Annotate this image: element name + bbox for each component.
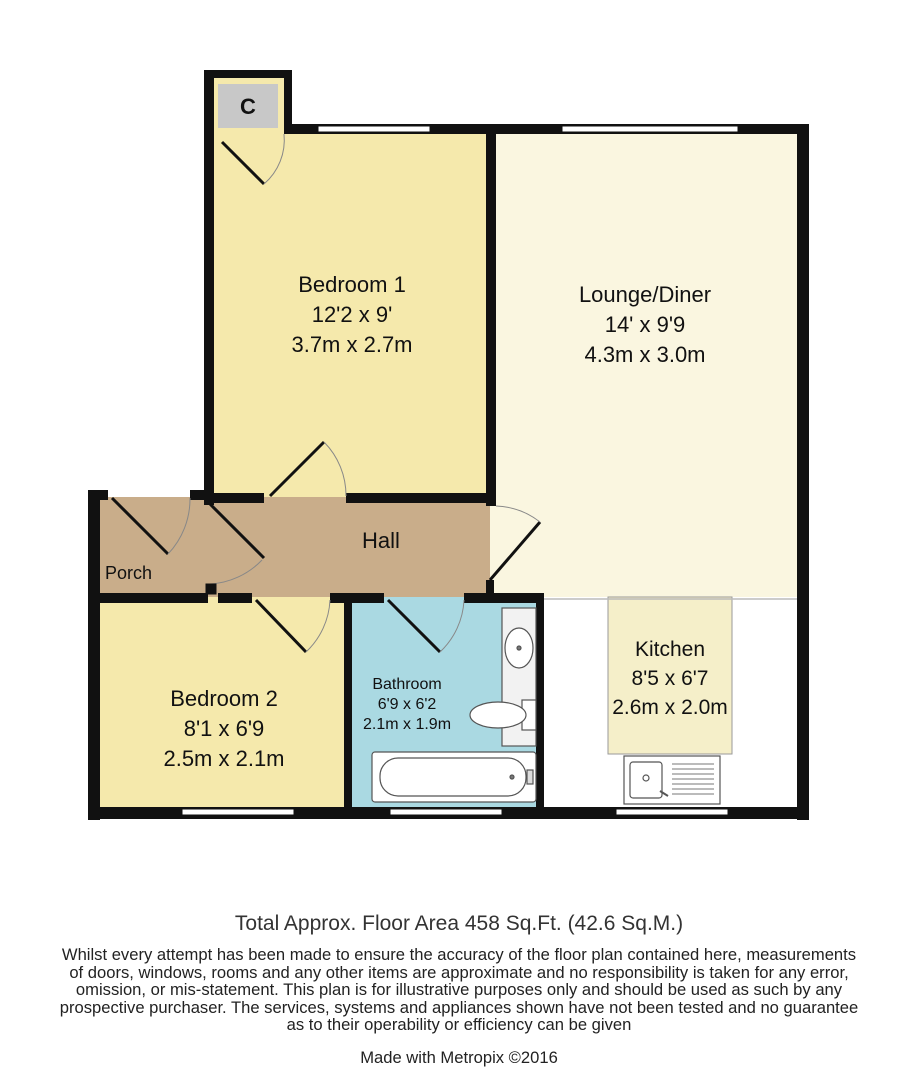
bedroom-2-name: Bedroom 2 [170,686,278,711]
metropix-credit: Made with Metropix ©2016 [360,1048,558,1067]
bathroom-name: Bathroom [372,676,442,693]
hall-name: Hall [362,528,400,553]
kitchen-metric: 2.6m x 2.0m [612,696,728,719]
lounge-name: Lounge/Diner [578,282,712,307]
bath-inner [380,758,526,796]
cupboard-label: C [240,94,256,119]
bedroom-1-name: Bedroom 1 [298,272,406,297]
window [390,809,502,815]
bedroom-2-metric: 2.5m x 2.1m [163,746,285,771]
basin-drain [517,646,521,650]
door-jamb [206,584,216,594]
lounge-metric: 4.3m x 3.0m [584,342,706,367]
window [562,126,738,132]
window [182,809,294,815]
disclaimer-line: of doors, windows, rooms and any other items are approximate and no responsibility is taken for any error, [69,962,849,982]
disclaimer [0,946,918,1034]
lounge-imperial: 14' x 9'9 [604,312,686,337]
bedroom-1-imperial: 12'2 x 9' [311,302,393,327]
lounge-floor [490,132,801,602]
bath-tap [527,770,533,784]
hall-floor [96,497,490,597]
kitchen-sink [624,756,720,804]
kitchen-imperial: 8'5 x 6'7 [631,667,709,690]
disclaimer-line: Whilst every attempt has been made to ensure the accuracy of the floor plan contained here, measurements [61,945,857,964]
total-floor-area: Total Approx. Floor Area 458 Sq.Ft. (42.6 Sq.M.) [234,912,684,935]
bath-drain [510,775,514,779]
disclaimer-line: omission, or mis-statement. This plan is for illustrative purposes only and should be used as such by any [75,980,843,999]
window [318,126,430,132]
sink-drain [643,775,649,781]
bathroom-imperial: 6'9 x 6'2 [377,696,437,713]
bathroom-metric: 2.1m x 1.9m [362,716,452,733]
drainer-grooves [672,764,714,794]
window [616,809,728,815]
disclaimer-line: as to their operability or efficiency can be given [286,1015,632,1034]
toilet-bowl [470,702,526,728]
disclaimer-line: prospective purchaser. The services, systems and appliances shown have not been tested and no guarantee [59,997,859,1017]
kitchen-name: Kitchen [634,638,706,661]
bedroom-2-imperial: 8'1 x 6'9 [183,716,265,741]
porch-name: Porch [105,563,153,583]
bedroom-1-metric: 3.7m x 2.7m [291,332,413,357]
